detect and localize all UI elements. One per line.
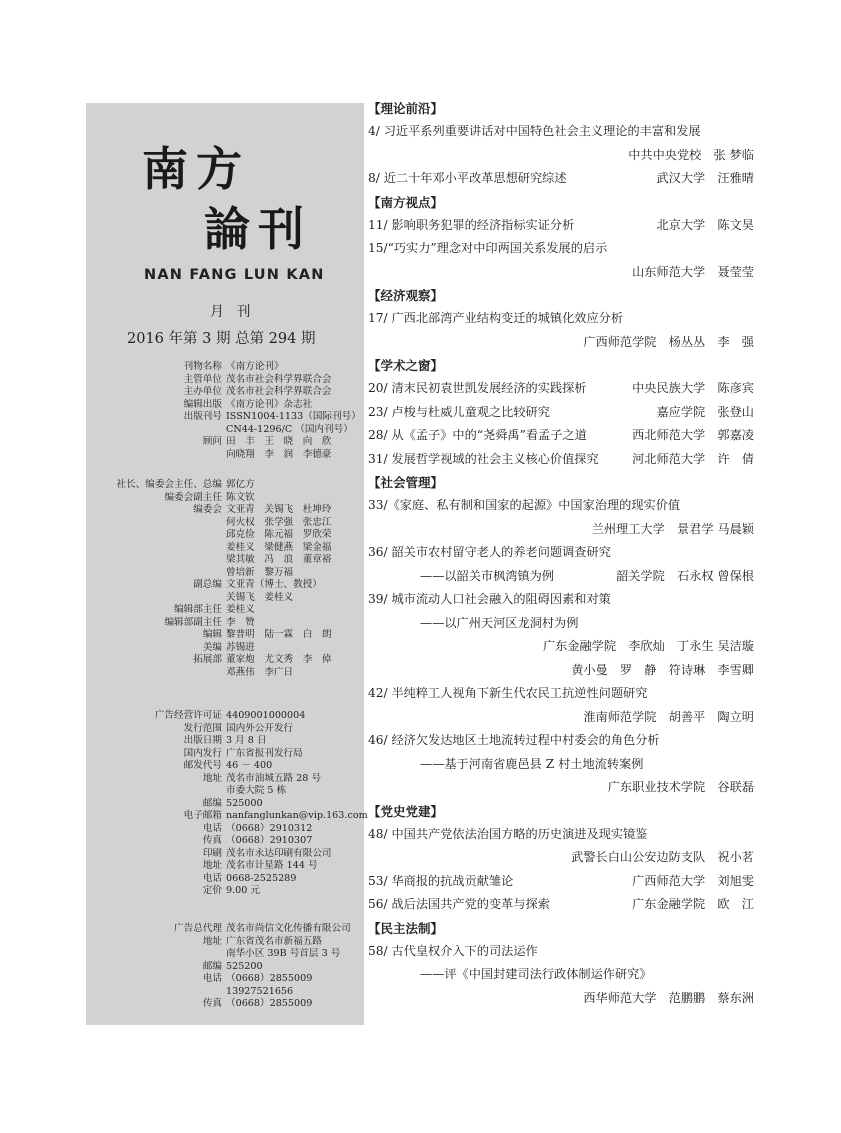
toc-section-heading: 【社会管理】 bbox=[368, 475, 444, 490]
info-value: 董家炮 尤文秀 李 倬 bbox=[226, 654, 332, 665]
info-value: （0668）2855009 bbox=[226, 973, 313, 984]
info-value: （0668）2855009 bbox=[226, 998, 313, 1009]
toc-author-line: 淮南师范学院 胡善平 陶立明 bbox=[583, 709, 754, 724]
info-label: 编委会副主任 bbox=[164, 491, 222, 503]
info-label: 邮编 bbox=[202, 960, 222, 972]
toc-entry-author: 嘉应学院 张登山 bbox=[656, 404, 754, 419]
info-row bbox=[86, 948, 364, 961]
issue-number: 2016 年第 3 期 总第 294 期 bbox=[127, 331, 316, 347]
info-label: 拓展部 bbox=[193, 654, 222, 665]
info-value: 郭亿方 bbox=[226, 479, 255, 490]
toc-entry bbox=[368, 940, 768, 964]
info-value: 茂名市社会科学界联合会 bbox=[226, 386, 332, 397]
info-row bbox=[86, 579, 364, 592]
frequency-label: 月 刊 bbox=[210, 304, 255, 320]
info-row bbox=[86, 517, 364, 530]
info-row bbox=[86, 542, 364, 555]
info-label: 编委会 bbox=[193, 504, 222, 515]
info-value: 关锡飞 姜桂义 bbox=[226, 591, 294, 603]
info-row bbox=[86, 923, 364, 936]
info-row bbox=[86, 936, 364, 949]
toc-entry-title: 36/ 韶关市农村留守老人的养老问题调查研究 bbox=[368, 545, 611, 559]
toc-entry bbox=[368, 307, 768, 331]
info-label: 地址 bbox=[202, 860, 222, 871]
info-row bbox=[86, 885, 364, 898]
info-value: （0668）2910312 bbox=[226, 822, 313, 834]
info-row bbox=[86, 973, 364, 986]
toc-entry-title: 42/ 半纯粹工人视角下新生代农民工抗逆性问题研究 bbox=[368, 686, 648, 700]
info-row bbox=[86, 710, 364, 723]
info-row bbox=[86, 529, 364, 542]
toc-entry-author: 北京大学 陈文昊 bbox=[656, 217, 754, 232]
info-value: 南华小区 39B 号首层 3 号 bbox=[226, 948, 341, 959]
toc-author-line: 中共中央党校 张 梦临 bbox=[628, 147, 754, 162]
info-row bbox=[86, 554, 364, 567]
toc-entry bbox=[368, 448, 768, 472]
info-label: 定价 bbox=[202, 885, 222, 896]
toc-entry-title: 48/ 中国共产党依法治国方略的历史演进及现实镜鉴 bbox=[368, 826, 648, 841]
info-row bbox=[86, 479, 364, 492]
magazine-logo-line2: 論刊 bbox=[204, 202, 312, 256]
info-row bbox=[86, 986, 364, 999]
info-row bbox=[86, 723, 364, 736]
info-value: 茂名市永达印刷有限公司 bbox=[226, 847, 332, 859]
info-value: 黎普明 陆一霖 白 朗 bbox=[226, 629, 332, 640]
info-label: 编辑部主任 bbox=[174, 604, 222, 615]
info-value: 茂名市油城五路 28 号 bbox=[226, 772, 322, 784]
info-value: 向晓翔 李 润 李德豪 bbox=[226, 448, 332, 460]
info-label: 社长、编委会主任、总编 bbox=[116, 479, 222, 490]
toc-entry bbox=[368, 729, 768, 753]
info-label: 国内发行 bbox=[183, 747, 222, 759]
info-row bbox=[86, 873, 364, 886]
info-value: 李 赞 bbox=[226, 616, 255, 628]
toc-entry-title: 23/ 卢梭与杜威儿童观之比较研究 bbox=[368, 404, 550, 419]
toc-entry bbox=[368, 401, 768, 425]
toc-entry-author: 广西师范大学 刘旭雯 bbox=[632, 873, 754, 888]
toc-section-heading: 【经济观察】 bbox=[368, 288, 444, 303]
info-label: 电话 bbox=[202, 872, 222, 884]
info-row bbox=[86, 961, 364, 974]
info-value: 邓燕伟 李广日 bbox=[226, 666, 294, 678]
toc-entry-author: 西北师范大学 郭嘉凌 bbox=[632, 428, 754, 442]
info-value: 文亚青 关锡飞 杜坤玲 bbox=[226, 504, 332, 515]
toc-entry-author: 韶关学院 石永权 曾保根 bbox=[616, 568, 754, 583]
info-label: 主办单位 bbox=[183, 386, 222, 397]
toc-entry-title: 56/ 战后法国共产党的变革与探索 bbox=[368, 897, 550, 911]
toc-entry-title: 8/ 近二十年邓小平改革思想研究综述 bbox=[368, 171, 567, 185]
info-label: 传真 bbox=[202, 998, 222, 1009]
toc-subtitle-text: ——评《中国封建司法行政体制运作研究》 bbox=[420, 967, 652, 981]
info-row bbox=[86, 449, 364, 462]
info-row bbox=[86, 748, 364, 761]
info-row bbox=[86, 735, 364, 748]
info-value: 4409001000004 bbox=[226, 710, 306, 721]
info-label: 出版日期 bbox=[183, 735, 222, 746]
toc-subtitle bbox=[368, 565, 768, 589]
toc-entry-author: 广东金融学院 欧 江 bbox=[632, 897, 754, 911]
info-label: 邮编 bbox=[202, 797, 222, 809]
info-value: 3 月 8 日 bbox=[226, 735, 267, 746]
info-row bbox=[86, 374, 364, 387]
toc-entry-title: 15/“巧实力”理念对中印两国关系发展的启示 bbox=[368, 241, 608, 255]
toc-entry bbox=[368, 167, 768, 191]
info-value: 广东省报刊发行局 bbox=[226, 747, 303, 759]
info-row bbox=[86, 823, 364, 836]
toc-entry-title: 28/ 从《孟子》中的“尧舜禹”看孟子之道 bbox=[368, 428, 587, 442]
info-label: 地址 bbox=[202, 772, 222, 784]
info-value: 13927521656 bbox=[226, 985, 294, 997]
info-row bbox=[86, 424, 364, 437]
toc-section-heading: 【南方视点】 bbox=[368, 194, 444, 210]
info-row bbox=[86, 760, 364, 773]
toc-author-line: 黄小曼 罗 静 符诗琳 李雪卿 bbox=[571, 662, 754, 677]
toc-author-line: 西华师范大学 范鹏鹏 蔡东洲 bbox=[583, 990, 754, 1005]
toc-entry bbox=[368, 588, 768, 612]
info-row bbox=[86, 773, 364, 786]
info-row bbox=[86, 592, 364, 605]
info-value: 9.00 元 bbox=[226, 885, 261, 896]
toc-subtitle bbox=[368, 963, 768, 987]
info-label: 编辑出版 bbox=[183, 398, 222, 410]
info-value: 茂名市计星路 144 号 bbox=[226, 860, 318, 871]
info-row bbox=[86, 860, 364, 873]
toc-entry bbox=[368, 377, 768, 401]
toc-entry-title: 11/ 影响职务犯罪的经济指标实证分析 bbox=[368, 217, 575, 232]
toc-entry-title: 31/ 发展哲学视域的社会主义核心价值探究 bbox=[368, 451, 599, 466]
info-value: ISSN1004-1133（国际刊号） bbox=[226, 411, 361, 422]
info-label: 刊物名称 bbox=[183, 361, 222, 372]
toc-entry-title: 39/ 城市流动人口社会融入的阻碍因素和对策 bbox=[368, 592, 611, 606]
info-row bbox=[86, 835, 364, 848]
info-label: 印刷 bbox=[202, 847, 222, 859]
info-value: 苏锡进 bbox=[226, 641, 255, 653]
info-row bbox=[86, 654, 364, 667]
info-value: 陈文钦 bbox=[226, 491, 255, 503]
info-value: 梁其敏 冯 浪 董章裕 bbox=[226, 554, 332, 565]
advertising-agent-info bbox=[86, 923, 364, 1011]
toc-entry bbox=[368, 237, 768, 261]
info-label: 广告总代理 bbox=[174, 923, 222, 934]
toc-entry-title: 46/ 经济欠发达地区土地流转过程中村委会的角色分析 bbox=[368, 733, 660, 747]
info-label: 编辑 bbox=[202, 629, 222, 640]
info-label: 邮发代号 bbox=[183, 760, 222, 771]
info-row bbox=[86, 629, 364, 642]
magazine-pinyin-title: NAN FANG LUN KAN bbox=[144, 267, 325, 283]
info-label: 编辑部副主任 bbox=[164, 616, 222, 628]
info-row bbox=[86, 436, 364, 449]
info-value: （0668）2910307 bbox=[226, 835, 313, 846]
toc-subtitle-text: ——以韶关市枫湾镇为例 bbox=[420, 568, 555, 583]
toc-subtitle bbox=[368, 612, 768, 636]
toc-entry bbox=[368, 541, 768, 565]
toc-entry bbox=[368, 494, 768, 518]
info-value: 何火权 张学强 张忠江 bbox=[226, 516, 332, 528]
toc-entry-author: 中央民族大学 陈彦宾 bbox=[632, 381, 754, 395]
info-row bbox=[86, 361, 364, 374]
toc-section-heading: 【党史党建】 bbox=[368, 803, 444, 819]
toc-entry-title: 20/ 清末民初袁世凯发展经济的实践探析 bbox=[368, 381, 587, 395]
info-value: 《南方论刊》杂志社 bbox=[226, 398, 313, 410]
info-value: 市委大院 5 栋 bbox=[226, 785, 287, 796]
info-value: 0668-2525289 bbox=[226, 872, 297, 884]
toc-subtitle-text: ——基于河南省鹿邑县 Z 村土地流转案例 bbox=[420, 756, 644, 771]
info-value: 姜桂义 bbox=[226, 604, 255, 615]
info-value: 田 丰 王 晓 向 欣 bbox=[226, 436, 332, 447]
toc-section-heading: 【学术之窗】 bbox=[368, 358, 444, 373]
toc-entry bbox=[368, 214, 768, 238]
toc-entry bbox=[368, 893, 768, 917]
publication-info bbox=[86, 361, 364, 461]
toc-author-line: 武警长白山公安边防支队 祝小茗 bbox=[571, 850, 754, 864]
info-label: 地址 bbox=[202, 935, 222, 947]
distribution-info bbox=[86, 710, 368, 898]
info-label: 电子邮箱 bbox=[183, 810, 222, 821]
info-row bbox=[86, 492, 364, 505]
info-value: 曾培新 黎万福 bbox=[226, 566, 294, 578]
toc-author-line: 山东师范大学 聂莹莹 bbox=[632, 264, 754, 279]
info-value: 邱克俭 陈元福 罗欣荣 bbox=[226, 529, 332, 540]
info-value: 广东省茂名市新福五路 bbox=[226, 935, 322, 947]
toc-entry bbox=[368, 424, 768, 448]
info-row bbox=[86, 848, 364, 861]
info-label: 出版刊号 bbox=[183, 411, 222, 422]
toc-entry-title: 58/ 古代皇权介入下的司法运作 bbox=[368, 943, 538, 958]
info-label: 电话 bbox=[202, 822, 222, 834]
info-value: 姜桂义 梁健燕 梁金福 bbox=[226, 541, 332, 553]
info-value: 茂名市社会科学界联合会 bbox=[226, 373, 332, 385]
info-row bbox=[86, 617, 364, 630]
info-value: 文亚青（博士、教授） bbox=[226, 579, 322, 590]
toc-entry-title: 53/ 华商报的抗战贡献雏论 bbox=[368, 873, 514, 888]
info-value: CN44-1296/C （国内刊号） bbox=[226, 423, 353, 435]
toc-entry bbox=[368, 682, 768, 706]
info-value: 525000 bbox=[226, 797, 263, 809]
info-value: 国内外公开发行 bbox=[226, 722, 294, 734]
info-label: 发行范围 bbox=[183, 722, 222, 734]
magazine-logo-line1: 南方 bbox=[142, 142, 250, 196]
info-label: 传真 bbox=[202, 835, 222, 846]
toc-author-line: 广西师范学院 杨丛丛 李 强 bbox=[583, 334, 754, 349]
toc-section-heading: 【理论前沿】 bbox=[368, 101, 444, 116]
toc-entry bbox=[368, 823, 768, 847]
toc-entry-title: 33/《家庭、私有制和国家的起源》中国家治理的现实价值 bbox=[368, 498, 681, 512]
editorial-board bbox=[86, 479, 364, 679]
info-row bbox=[86, 798, 364, 811]
info-label: 副总编 bbox=[193, 579, 222, 590]
toc-entry-title: 4/ 习近平系列重要讲话对中国特色社会主义理论的丰富和发展 bbox=[368, 124, 701, 138]
info-row bbox=[86, 399, 364, 412]
toc-author-line: 广东金融学院 李欣灿 丁永生 吴洁璇 bbox=[542, 639, 754, 653]
info-row bbox=[86, 667, 364, 680]
info-label: 美编 bbox=[202, 641, 222, 653]
toc-author-line: 兰州理工大学 景君学 马晨颖 bbox=[591, 521, 754, 536]
toc-entry bbox=[368, 120, 768, 144]
info-value: 46 － 400 bbox=[226, 760, 273, 771]
info-label: 主管单位 bbox=[183, 373, 222, 385]
toc-entry-title: 17/ 广西北部湾产业结构变迁的城镇化效应分析 bbox=[368, 311, 624, 325]
sidebar-panel bbox=[86, 103, 368, 1025]
info-label: 广告经营许可证 bbox=[154, 710, 222, 721]
info-row bbox=[86, 411, 364, 424]
info-value: 茂名市尚信文化传播有限公司 bbox=[226, 923, 351, 934]
info-label: 电话 bbox=[202, 973, 222, 984]
info-row bbox=[86, 604, 364, 617]
toc-subtitle bbox=[368, 753, 768, 777]
info-value: 《南方论刊》 bbox=[226, 361, 284, 372]
info-row bbox=[86, 567, 364, 580]
info-value: nanfanglunkan@vip.163.com bbox=[226, 810, 368, 821]
info-row bbox=[86, 998, 364, 1011]
info-row bbox=[86, 785, 364, 798]
info-row bbox=[86, 504, 364, 517]
toc-subtitle-text: ——以广州天河区龙洞村为例 bbox=[420, 615, 579, 630]
info-row bbox=[86, 642, 364, 655]
info-value: 525200 bbox=[226, 960, 263, 972]
toc-entry-author: 河北师范大学 许 倩 bbox=[632, 451, 754, 466]
info-row bbox=[86, 386, 364, 399]
info-label: 顾问 bbox=[202, 436, 222, 447]
table-of-contents bbox=[368, 97, 768, 1010]
toc-entry-author: 武汉大学 汪雅晴 bbox=[656, 171, 754, 185]
info-row bbox=[86, 810, 368, 823]
toc-author-line: 广东职业技术学院 谷联磊 bbox=[607, 780, 754, 794]
toc-section-heading: 【民主法制】 bbox=[368, 920, 444, 936]
toc-entry bbox=[368, 870, 768, 894]
